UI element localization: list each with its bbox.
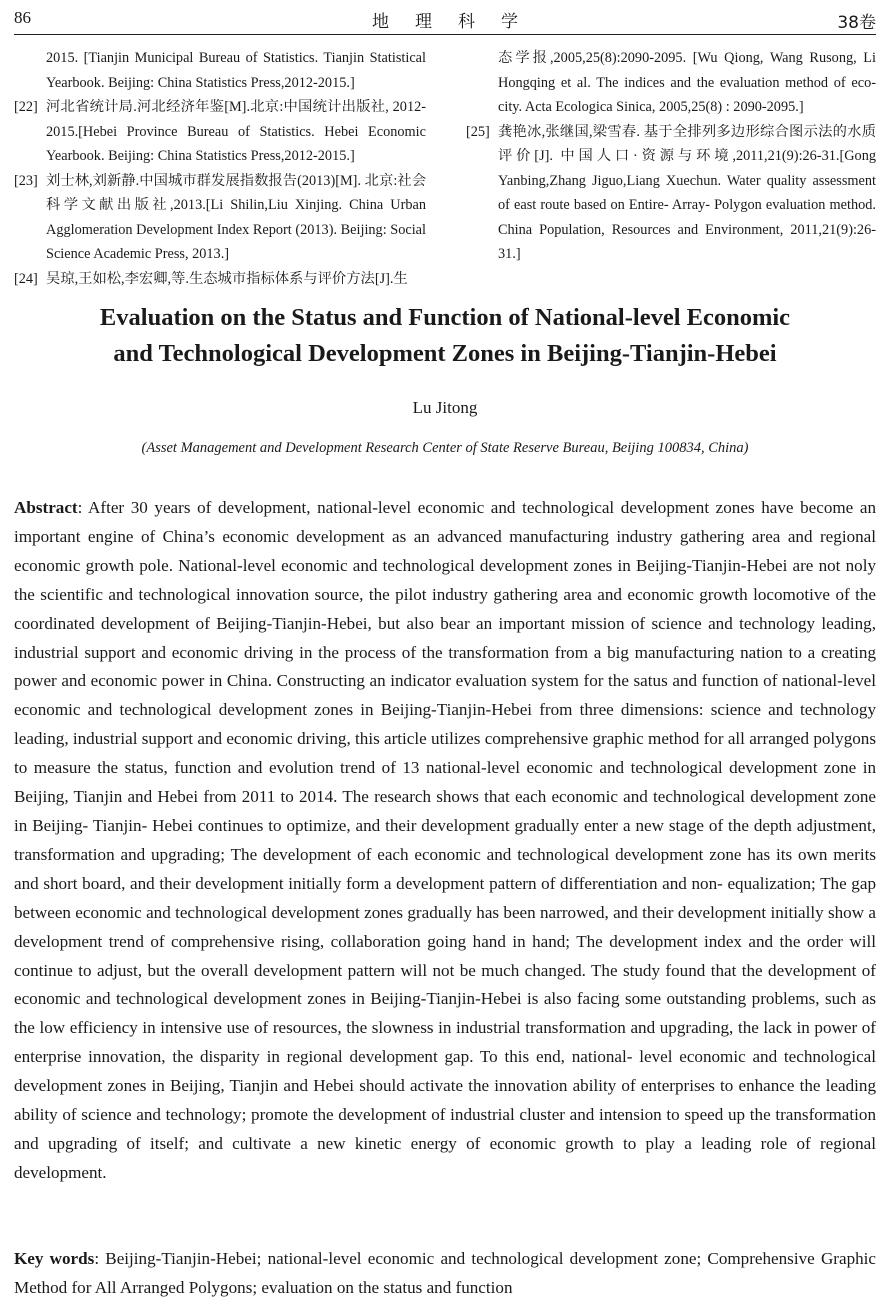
volume-label: 38卷 [837,13,876,33]
reference-item [14,267,426,292]
reference-number: [25] [466,123,490,140]
reference-item [14,169,426,267]
keywords [14,1245,876,1303]
abstract-label: Abstract [14,498,78,517]
running-header [14,4,876,32]
author-name: Lu Jitong [412,398,478,417]
abstract-text: : After 30 years of development, national-level economic and technological development zones have become an important engine of China’s economic development as an advanced manufacturing industry gathering area and regional economic growth pole. National-level economic and technological development zones in Beijing-Tianjin-Hebei are not noly the scientific and technological innovation source, the pilot industry gathering area and economic growth locomotive of the coordinated development of Beijing-Tianjin-Hebei, but also bear an important mission of science and technology leading, industrial support and economic driving in the process of the transformation from a big manufacturing nation to a creating power and economic power in China. Constructing an indicator evaluation system for the satus and function of national-level economic and technological development zones in Beijing-Tianjin-Hebei from three dimensions: science and technology leading, industrial support and economic driving, this article utilizes comprehensive graphic method for all arranged polygons to measure the status, function and evolution trend of 13 national-level economic and technological development zone in Beijing, Tianjin and Hebei from 2011 to 2014. The research shows that each economic and technological development zone in Beijing- Tianjin- Hebei continues to optimize, and their development gradually enter a new stage of the depth adjustment, transformation and upgrading; The development of each economic and technological development zone has its own merits and short board, and their development initially form a development pattern of differentiation and non- equalization; The gap between economic and technological development zones gradually has been narrowed, and their development initially show a development trend of comprehensive rising, collaboration going hand in hand; The development index and the order will continue to adjust, but the overall development pattern will not be much changed. The study found that the development of economic and technological development zones in Beijing-Tianjin-Hebei is also facing some outstanding problems, such as the low efficiency in intensive use of resources, the slowness in industrial transformation and upgrading, the lack in power of enterprise innovation, the disparity in regional development gap. To this end, national- level economic and technological development zones in Beijing, Tianjin and Hebei should activate the innovation ability of enterprises to enhance the leading ability of science and technology; promote the development of industrial cluster and intension to speed up the transformation and upgrading of itself; and cultivate a new kinetic energy of economic growth to play a leading role of regional development. [14,498,876,1182]
reference-item: 2015. [Tianjin Municipal Bureau of Statistics. Tianjin Statistical Yearbook. Beijing: China Statistics Press,2012-2015.] [46,50,426,91]
reference-item [466,120,876,267]
references-left-column [14,46,426,291]
references-right-column [466,46,876,267]
keywords-label: Key words [14,1249,95,1268]
header-rule [14,34,876,35]
reference-text: 态学报,2005,25(8):2090-2095. [Wu Qiong, Wang Rusong, Li Hongqing et al. The indices and the evaluation method of eco-city. Acta Ecologica Sinica, 2005,25(8) : 2090-2095.] [498,50,876,115]
keywords-text: : Beijing-Tianjin-Hebei; national-level economic and technological development zone; Comprehensive Graphic Method for All Arranged Polygons; evaluation on the status and function [14,1249,877,1297]
reference-number: [23] [14,172,38,189]
reference-number: [22] [14,99,38,115]
paper-title-line-1: Evaluation on the Status and Function of National-level Economic [99,304,791,331]
page-number: 86 [14,8,31,27]
paper-title [60,300,830,372]
paper-title-line-2: and Technological Development Zones in Beijing-Tianjin-Hebei [113,340,777,367]
reference-item [466,46,876,120]
reference-item [14,95,426,169]
reference-text: 河北省统计局.河北经济年鉴[M].北京:中国统计出版社, 2012- 2015.[Hebei Province Bureau of Statistics. Hebei Economic Yearbook. Beijing: China Statistics Press,2012-2015.] [46,99,426,164]
abstract [14,494,876,1188]
author-affiliation: (Asset Management and Development Research Center of State Reserve Bureau, Beijing 100834, China) [141,440,749,456]
journal-name: 地理科学 [372,12,544,32]
reference-text: 刘士林,刘新静.中国城市群发展指数报告(2013)[M]. 北京:社会科学文献出版社,2013.[Li Shilin,Liu Xinjing. China Urban Agglomeration Development Index Report (2013). Beijing: Social Science Academic Press, 2013.] [46,172,426,262]
reference-text: 吴琼,王如松,李宏卿,等.生态城市指标体系与评价方法[J].生 [46,270,408,287]
reference-number: [24] [14,270,38,287]
reference-text: 龚艳冰,张继国,梁雪春. 基于全排列多边形综合图示法的水质评价[J]. 中国人口·资源与环境,2011,21(9):26-31.[Gong Yanbing,Zhang Jiguo,Liang Xuechun. Water quality assessment of east route based on Entire- Array- Polygon evaluation method. China Population, Resources and Environment, 2011,21(9):26-31.] [498,123,876,262]
